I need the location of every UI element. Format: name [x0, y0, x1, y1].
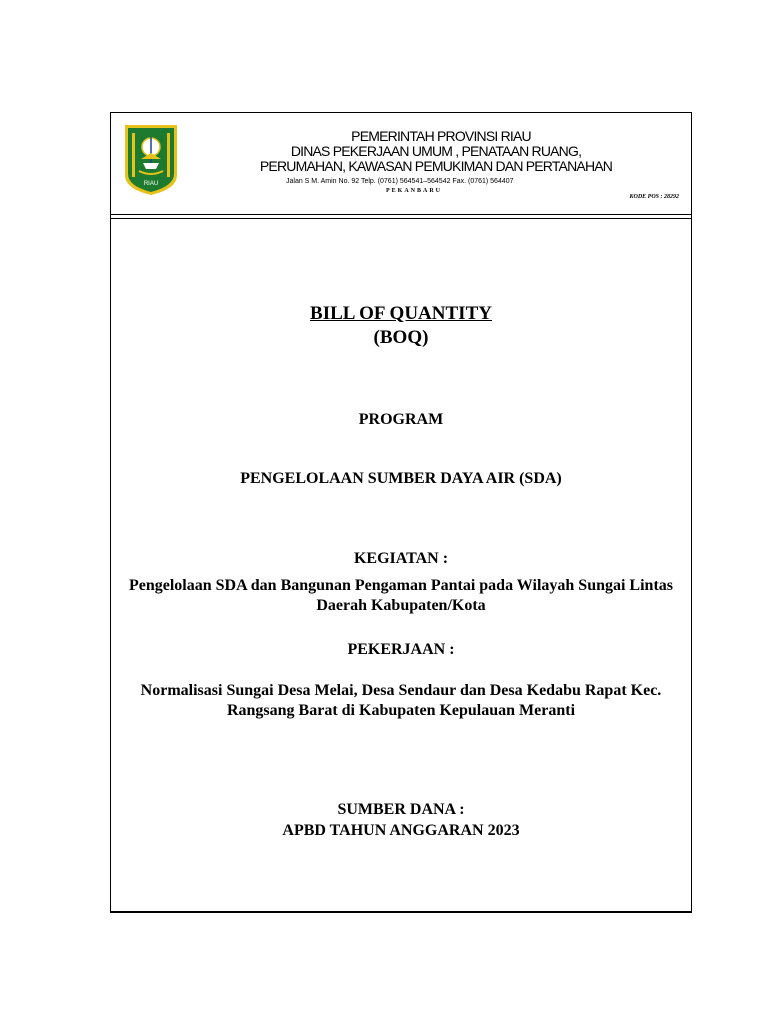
letterhead — [111, 113, 691, 215]
funding-source-value: APBD TAHUN ANGGARAN 2023 — [282, 822, 520, 839]
city-name: PEKANBARU — [386, 188, 443, 194]
document-frame — [110, 112, 692, 912]
activity-value: Pengelolaan SDA dan Bangunan Pengaman Pantai pada Wilayah Sungai Lintas Daerah Kabupaten/Kota — [128, 577, 673, 614]
frame-double-bottom-rule — [110, 912, 692, 913]
letterhead-rule-secondary — [111, 218, 691, 219]
letterhead-rule — [111, 214, 691, 215]
logo-text: RIAU — [143, 181, 159, 187]
department-name-line2: PERUMAHAN, KAWASAN PEMUKIMAN DAN PERTANAHAN — [259, 158, 613, 174]
document-title: BILL OF QUANTITY — [310, 303, 492, 324]
riau-emblem-logo — [123, 123, 179, 197]
funding-source-label: SUMBER DANA : — [337, 801, 465, 818]
agency-name — [181, 129, 691, 174]
work-label: PEKERJAAN : — [347, 641, 455, 658]
program-label: PROGRAM — [358, 411, 444, 428]
government-name: PEMERINTAH PROVINSI RIAU — [351, 128, 531, 144]
department-name-line1: DINAS PEKERJAAN UMUM , PENATAAN RUANG, — [290, 143, 582, 159]
program-name: PENGELOLAAN SUMBER DAYA AIR (SDA) — [240, 470, 562, 487]
work-value: Normalisasi Sungai Desa Melai, Desa Sendaur dan Desa Kedabu Rapat Kec. Rangsang Barat di Kabupaten Kepulauan Meranti — [140, 682, 662, 719]
document-subtitle: (BOQ) — [373, 327, 429, 348]
postal-code: KODE POS : 28292 — [629, 194, 679, 200]
activity-label: KEGIATAN : — [353, 550, 449, 567]
office-address: Jalan S M. Amin No. 92 Telp. (0761) 564541–564542 Fax. (0761) 564407 — [286, 178, 514, 185]
